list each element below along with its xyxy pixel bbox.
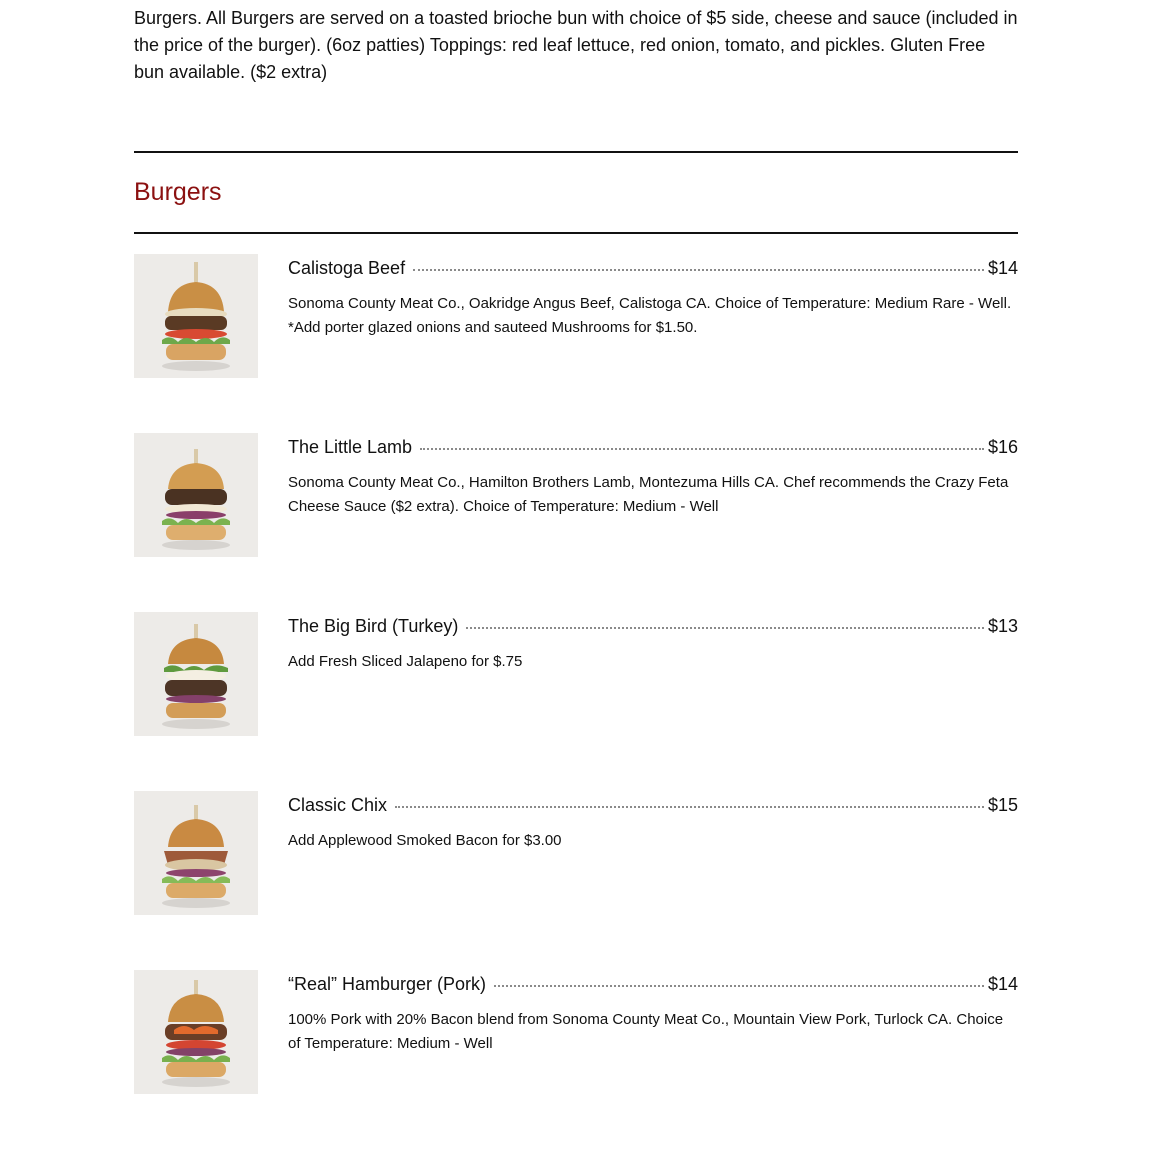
section-divider-top [134,151,1018,153]
menu-item-name: “Real” Hamburger (Pork) [288,974,487,994]
menu-item [134,970,1018,1149]
burger-image-icon [134,970,258,1094]
menu-item-details [288,970,1018,1056]
dotted-leader [420,448,984,450]
menu-item-header [288,791,1018,819]
menu-item-price: $16 [987,437,1018,457]
menu-item-price: $13 [987,616,1018,636]
menu-item-name: Classic Chix [288,795,388,815]
burger-image-icon [134,254,258,378]
menu-item-details [288,791,1018,853]
burger-photo[interactable] [134,970,258,1094]
menu-item-details [288,433,1018,519]
menu-item [134,254,1018,433]
dotted-leader [494,985,984,987]
menu-item-price: $15 [987,795,1018,815]
menu-item-header [288,612,1018,640]
burger-photo[interactable] [134,433,258,557]
menu-item [134,612,1018,791]
menu-item-price: $14 [987,974,1018,994]
burger-photo[interactable] [134,254,258,378]
burger-image-icon [134,612,258,736]
menu-item-header [288,433,1018,461]
burger-photo[interactable] [134,612,258,736]
section-divider-bottom [134,232,1018,234]
dotted-leader [395,806,984,808]
menu-item-name: Calistoga Beef [288,258,406,278]
menu-item-description: 100% Pork with 20% Bacon blend from Sonoma County Meat Co., Mountain View Pork, Turlock CA. Choice of Temperature: Medium - Well [288,1011,1004,1052]
dotted-leader [466,627,984,629]
menu-item-details [288,254,1018,340]
menu-item [134,433,1018,612]
menu-item-description: Add Applewood Smoked Bacon for $3.00 [288,832,562,849]
menu-item-description: Sonoma County Meat Co., Hamilton Brothers Lamb, Montezuma Hills CA. Chef recommends the Crazy Feta Cheese Sauce ($2 extra). Choice of Temperature: Medium - Well [288,474,1009,515]
menu-item-details [288,612,1018,674]
menu-item-description: Add Fresh Sliced Jalapeno for $.75 [288,653,523,670]
menu-item-description: Sonoma County Meat Co., Oakridge Angus Beef, Calistoga CA. Choice of Temperature: Medium Rare - Well. *Add porter glazed onions and sauteed Mushrooms for $1.50. [288,295,1012,336]
menu-intro-text: Burgers. All Burgers are served on a toasted brioche bun with choice of $5 side, cheese and sauce (included in the price of the burger). (6oz patties) Toppings: red leaf lettuce, red onion, tomato, and pickles. Gluten Free bun available. ($2 extra) [134,8,1018,82]
menu-item [134,791,1018,970]
menu-item-header [288,970,1018,998]
menu-item-header [288,254,1018,282]
menu-item-name: The Little Lamb [288,437,413,457]
menu-item-price: $14 [987,258,1018,278]
menu-page [134,0,1018,1052]
burger-photo[interactable] [134,791,258,915]
menu-item-list [134,254,1018,1149]
section-title: Burgers [134,178,222,206]
burger-image-icon [134,433,258,557]
menu-item-name: The Big Bird (Turkey) [288,616,459,636]
burger-image-icon [134,791,258,915]
dotted-leader [413,269,984,271]
